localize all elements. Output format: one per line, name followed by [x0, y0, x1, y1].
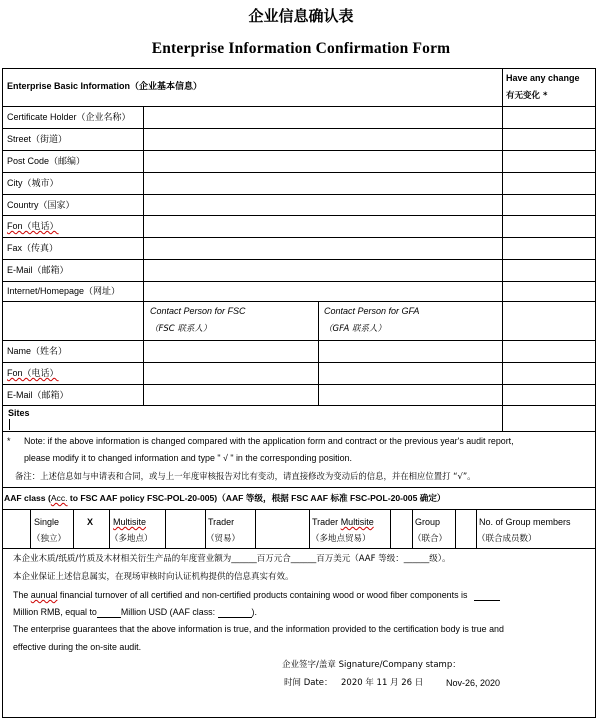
aaf-group-members-cn: （联合成员数）	[477, 534, 537, 544]
turnover-en-1b: financial turnover of all certified and non-certified products containing wood or wood fiber components is	[57, 590, 468, 600]
note-star: *	[7, 436, 11, 446]
guarantee-cn: 本企业保证上述信息属实，在现场审核时向认证机构提供的信息真实有效。	[13, 572, 294, 582]
input-email[interactable]	[144, 260, 501, 280]
input-certificate-holder[interactable]	[144, 107, 501, 127]
aaf-trader-cn: （贸易）	[206, 534, 241, 544]
basic-info-heading: Enterprise Basic Information（企业基本信息）	[7, 81, 203, 91]
date-cn: 2020 年 11 月 26 日	[341, 678, 424, 688]
field-country: Country（国家）	[7, 200, 75, 210]
rule	[309, 509, 310, 548]
guarantee-en-line1: The enterprise guarantees that the above information is true, and the information provided to the certification body is true and	[13, 624, 504, 634]
rule	[2, 431, 596, 432]
date-label: 时间 Date：	[284, 678, 333, 688]
contact-fsc-cn: （FSC 联系人）	[150, 324, 212, 334]
input-city[interactable]	[144, 173, 501, 193]
aaf-multisite-checkbox[interactable]	[166, 510, 204, 547]
input-fax[interactable]	[144, 238, 501, 258]
turnover-en-1-aunual: aunual	[30, 590, 58, 600]
turnover-rmb-blank[interactable]	[474, 591, 500, 601]
contact-fsc-en: Contact Person for FSC	[150, 306, 246, 316]
aaf-single-en: Single	[34, 517, 60, 527]
title-english: Enterprise Information Confirmation Form	[151, 40, 451, 57]
change-label-cn: 有无变化 *	[506, 91, 548, 101]
turnover-en-1a: The	[13, 590, 31, 600]
turnover-usd-blank[interactable]	[97, 608, 121, 618]
rule	[2, 384, 596, 385]
aaf-trader-multisite-cn: （多地点贸易）	[311, 534, 371, 544]
aaf-group-cn: （联合）	[413, 534, 448, 544]
signature-label: 企业签字/盖章 Signature/Company stamp：	[282, 660, 461, 670]
input-homepage[interactable]	[144, 282, 501, 300]
aaf-single-checkbox[interactable]: X	[87, 517, 94, 527]
field-homepage: Internet/Homepage（网址）	[7, 286, 121, 296]
sites-input[interactable]	[3, 418, 595, 430]
contact-email-label: E-Mail（邮箱）	[7, 390, 69, 400]
rule	[30, 509, 31, 548]
aaf-trader-checkbox[interactable]	[256, 510, 308, 547]
rule	[502, 68, 503, 431]
rule	[2, 301, 596, 302]
rule	[2, 362, 596, 363]
title-chinese: 企业信息确认表	[248, 7, 354, 25]
field-street: Street（街道）	[7, 134, 68, 144]
rule	[318, 301, 319, 405]
contact-gfa-en: Contact Person for GFA	[324, 306, 420, 316]
turnover-en-line2	[13, 606, 257, 618]
aaf-group-en: Group	[415, 517, 441, 527]
rule	[2, 548, 596, 549]
field-certificate-holder: Certificate Holder（企业名称）	[7, 112, 131, 122]
aaf-multisite-cn: （多地点）	[110, 534, 153, 544]
field-email: E-Mail（邮箱）	[7, 265, 69, 275]
turnover-en-line1	[13, 589, 500, 601]
rule	[2, 340, 596, 341]
aaf-group-checkbox[interactable]	[456, 510, 475, 547]
field-post-code: Post Code（邮编）	[7, 156, 86, 166]
rule	[73, 509, 74, 548]
aaf-trader-multisite-en: Trader Multisite	[312, 517, 374, 527]
aaf-group-members-en: No. of Group members	[479, 517, 571, 527]
aaf-single-cn: （独立）	[32, 534, 67, 544]
turnover-en-2c: ).	[251, 607, 257, 617]
contact-name-label: Name（姓名）	[7, 346, 68, 356]
field-city: City（城市）	[7, 178, 59, 188]
field-fon: Fon（电话）	[7, 221, 59, 231]
aaf-trader-multisite-word: Multisite	[340, 517, 374, 527]
aaf-heading	[4, 492, 446, 504]
guarantee-en-line2: effective during the on-site audit.	[13, 642, 142, 652]
aaf-class-blank[interactable]	[218, 608, 252, 618]
date-en: Nov-26, 2020	[446, 678, 501, 688]
note-en-line1: Note: if the above information is changed compared with the application form and contract or the previous year's audit report,	[24, 436, 514, 446]
aaf-trader-en: Trader	[208, 517, 235, 527]
input-post-code[interactable]	[144, 151, 501, 171]
aaf-heading-acc: Acc.	[50, 493, 68, 503]
rule	[2, 487, 596, 488]
turnover-en-2b: Million USD (AAF class:	[120, 607, 216, 617]
rule	[2, 405, 596, 406]
aaf-multisite-en: Multisite	[113, 517, 147, 527]
input-street[interactable]	[144, 129, 501, 149]
input-country[interactable]	[144, 195, 501, 214]
aaf-heading-b: to FSC AAF policy FSC-POL-20-005)（AAF 等级，根据 FSC AAF 标准 FSC-POL-20-005 确定）	[67, 493, 446, 503]
field-fax: Fax（传真）	[7, 243, 59, 253]
input-fon[interactable]	[144, 216, 501, 236]
sites-label: Sites	[8, 408, 30, 418]
note-cn: 备注：上述信息如与申请表和合同，或与上一年度审核报告对比有变动，请直接修改为变动后的信息，并在相应位置打 “√”。	[15, 471, 476, 481]
turnover-cn: 本企业木质/纸质/竹质及木材相关衍生产品的年度营业额为______百万元合______百万美元（AAF 等级：______级）。	[13, 554, 451, 564]
contact-gfa-cn: （GFA 联系人）	[324, 324, 386, 334]
aaf-trader-multisite-checkbox[interactable]	[391, 510, 411, 547]
aaf-heading-a: AAF class (	[4, 493, 51, 503]
contact-fon-label: Fon（电话）	[7, 368, 59, 378]
change-label-en: Have any change	[506, 73, 580, 83]
turnover-en-2a: Million RMB, equal to	[13, 607, 97, 617]
note-en-line2: please modify it to changed information and type " √ " in the corresponding position.	[24, 453, 352, 463]
